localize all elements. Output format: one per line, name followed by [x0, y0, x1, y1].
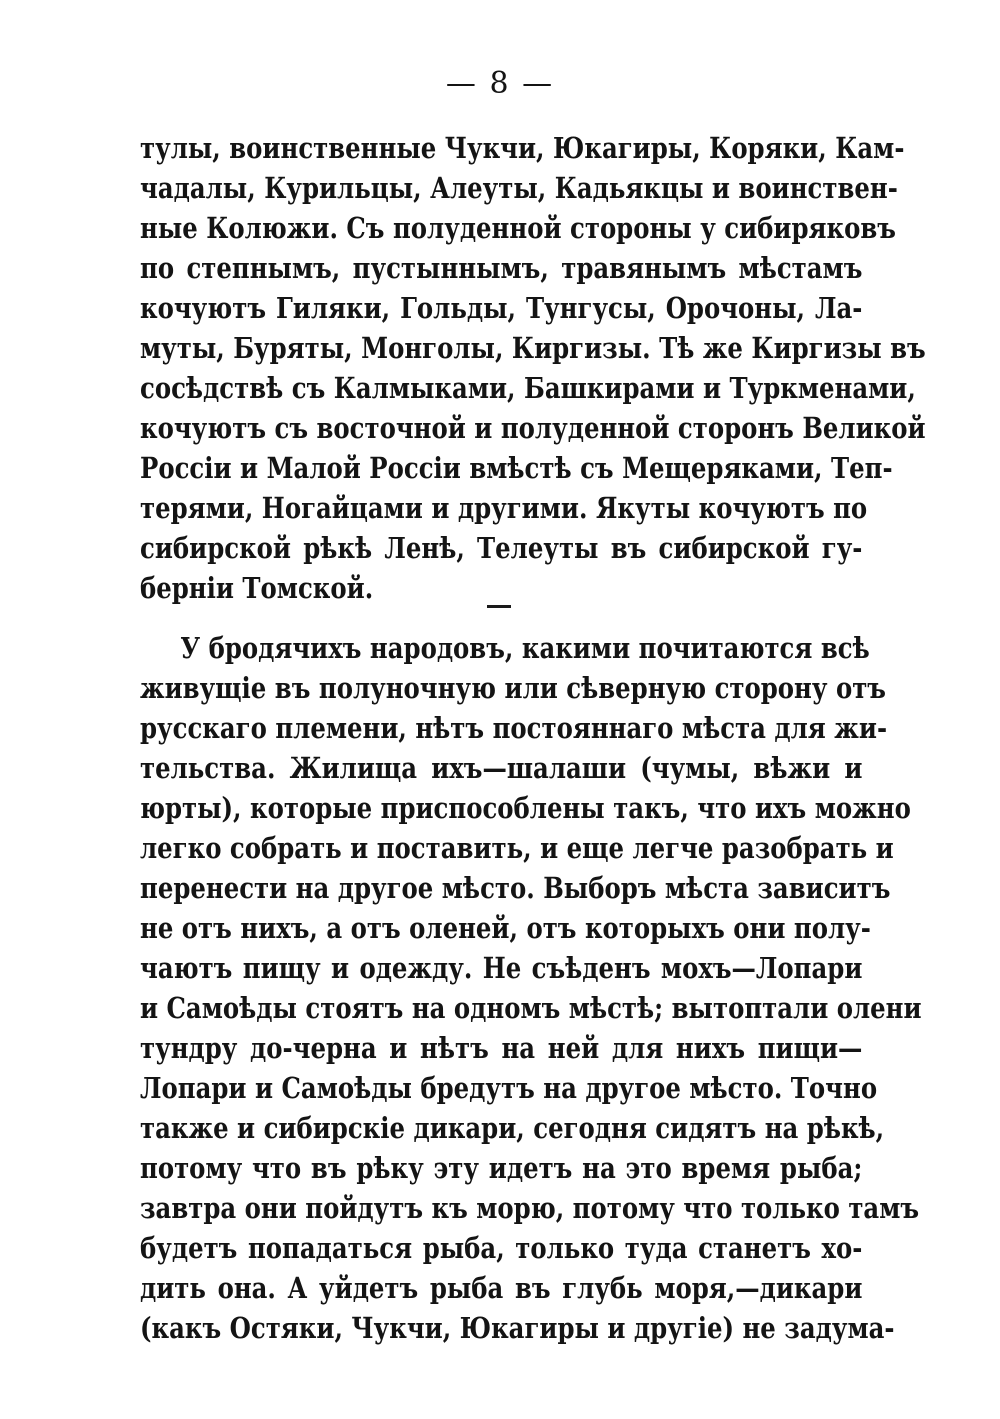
text-line: сосѣдствѣ съ Калмыками, Башкирами и Туркменами,: [140, 371, 916, 405]
text-line: У бродячихъ народовъ, какими почитаются всѣ: [180, 631, 870, 665]
text-line: (какъ Остяки, Чукчи, Юкагиры и другіе) не задума-: [140, 1311, 895, 1345]
text-line: муты, Буряты, Монголы, Киргизы. Тѣ же Киргизы въ: [140, 331, 926, 365]
text-line: терями, Ногайцами и другими. Якуты кочуютъ по: [140, 491, 868, 525]
text-line: чадалы, Курильцы, Алеуты, Кадьякцы и воинствен-: [140, 171, 898, 205]
text-line: чаютъ пищу и одежду. Не съѣденъ мохъ—Лопари: [140, 951, 863, 985]
text-line: не отъ нихъ, а отъ оленей, отъ которыхъ они полу-: [140, 911, 871, 945]
text-line: также и сибирскіе дикари, сегодня сидятъ на рѣкѣ,: [140, 1111, 885, 1145]
text-line: по степнымъ, пустыннымъ, травянымъ мѣстамъ: [140, 251, 863, 285]
text-line: тельства. Жилища ихъ—шалаши (чумы, вѣжи и: [140, 751, 863, 785]
text-line: живущіе въ полуночную или сѣверную сторону отъ: [140, 671, 886, 705]
text-line: кочуютъ съ восточной и полуденной сторонъ Великой: [140, 411, 926, 445]
text-line: сибирской рѣкѣ Ленѣ, Телеуты въ сибирской гу-: [140, 531, 863, 565]
text-line: Россіи и Малой Россіи вмѣстѣ съ Мещеряками, Теп-: [140, 451, 893, 485]
text-line: кочуютъ Гиляки, Гольды, Тунгусы, Орочоны, Ла-: [140, 291, 863, 325]
paragraph-2: [140, 628, 922, 1348]
text-line: потому что въ рѣку эту идетъ на это время рыба;: [140, 1151, 863, 1185]
section-separator: [487, 605, 511, 608]
paragraph-1: [140, 128, 926, 608]
text-line: Лопари и Самоѣды бредутъ на другое мѣсто. Точно: [140, 1071, 878, 1105]
text-line: и Самоѣды стоятъ на одномъ мѣстѣ; вытоптали олени: [140, 991, 922, 1025]
text-line: тулы, воинственные Чукчи, Юкагиры, Коряки, Кам-: [140, 131, 905, 165]
text-line: легко собрать и поставить, и еще легче разобрать и: [140, 831, 894, 865]
text-line: перенести на другое мѣсто. Выборъ мѣста зависитъ: [140, 871, 891, 905]
text-line: ные Колюжи. Съ полуденной стороны у сибиряковъ: [140, 211, 896, 245]
text-line: тундру до-черна и нѣтъ на ней для нихъ пищи—: [140, 1031, 863, 1065]
text-line: завтра они пойдутъ къ морю, потому что только тамъ: [140, 1191, 920, 1225]
text-line: берніи Томской.: [140, 571, 374, 605]
text-line: дить она. А уйдетъ рыба въ глубь моря,—дикари: [140, 1271, 863, 1305]
text-line: русскаго племени, нѣтъ постояннаго мѣста для жи-: [140, 711, 888, 745]
text-line: юрты), которые приспособлены такъ, что ихъ можно: [140, 791, 911, 825]
page-number: — 8 —: [445, 66, 555, 101]
text-line: будетъ попадаться рыба, только туда станетъ хо-: [140, 1231, 863, 1265]
